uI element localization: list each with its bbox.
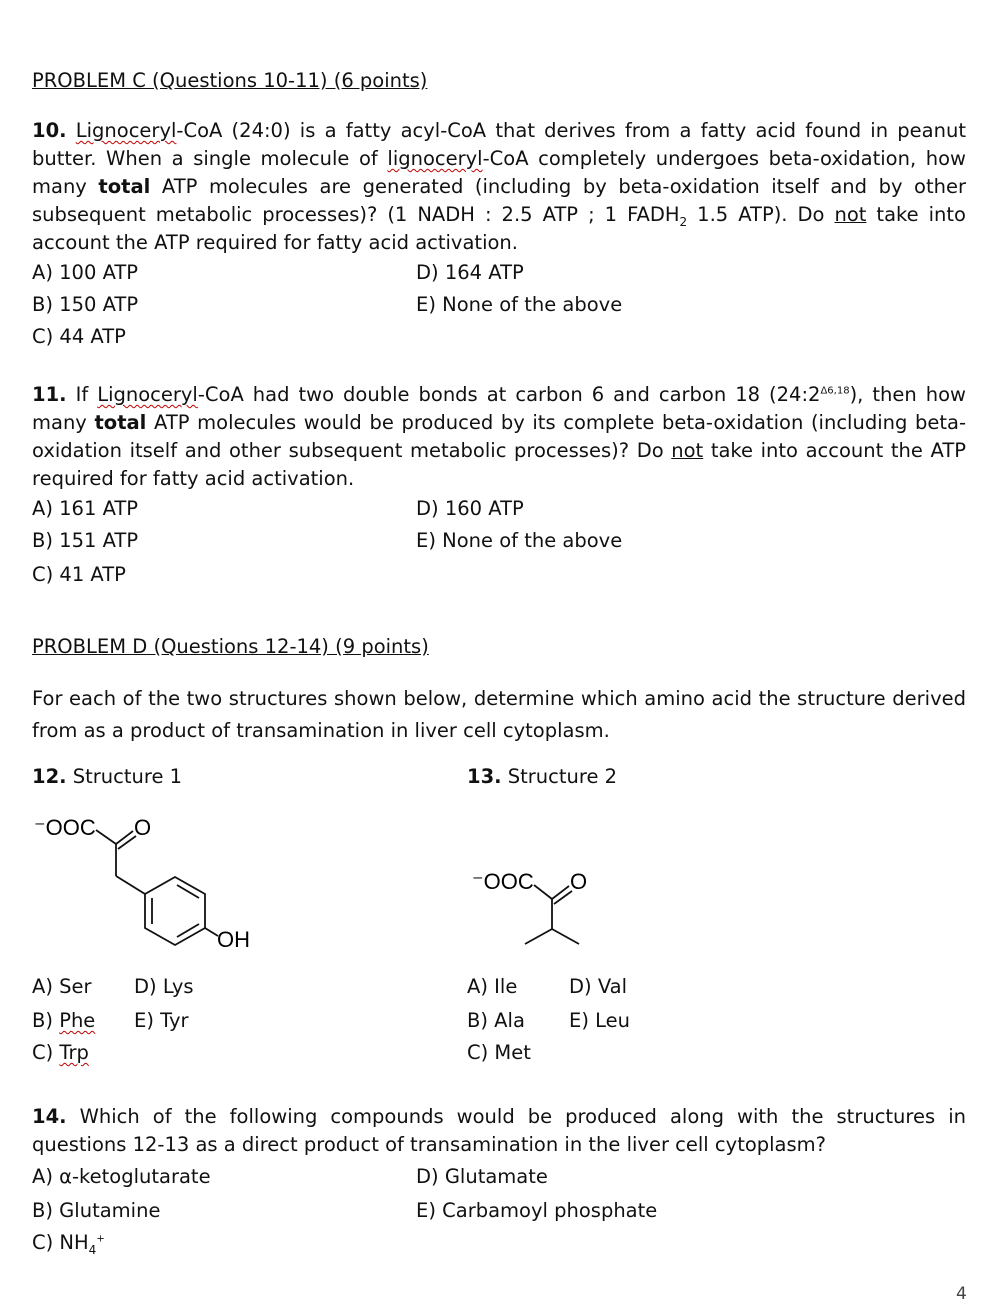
- q14-option-c: C) $NH_4^+$: [32, 1231, 105, 1257]
- q11-option-e: E) None of the above: [416, 529, 623, 552]
- structure-2-oxygen-label: O: [570, 869, 588, 894]
- question-11-text: 11. If Lignoceryl-CoA had two double bonds at carbon 6 and carbon 18 $(24:2^{\Delta 6,18})$, then how many total ATP molecules would be produced by its complete beta-oxidation (including beta-oxidation itself and other subsequent metabolic processes)? Do not take into account the ATP required for fatty acid activation.: [32, 383, 967, 490]
- q14-option-b: B) Glutamine: [32, 1199, 161, 1222]
- q12-option-e: E) Tyr: [134, 1009, 189, 1032]
- structure-1-carboxylate-label: ⁻OOC: [34, 815, 96, 840]
- structure-2-diagram: [465, 862, 625, 957]
- spell-flag-lignoceryl: Lignoceryl: [97, 383, 198, 406]
- q10-option-c: C) 44 ATP: [32, 325, 126, 348]
- problem-d-heading: PROBLEM D (Questions 12-14) (9 points): [32, 635, 429, 658]
- q10-option-b: B) 150 ATP: [32, 293, 139, 316]
- q13-option-c: C) Met: [467, 1041, 531, 1064]
- q13-option-d: D) Val: [569, 975, 628, 998]
- structure-2-carboxylate-label: ⁻OOC: [472, 869, 534, 894]
- q11-option-a: A) 161 ATP: [32, 497, 139, 520]
- q10-option-e: E) None of the above: [416, 293, 623, 316]
- q10-option-d: D) 164 ATP: [416, 261, 524, 284]
- q12-option-a: A) Ser: [32, 975, 92, 998]
- question-14-number: 14.: [32, 1105, 67, 1128]
- q12-option-d: D) Lys: [134, 975, 194, 998]
- problem-c-heading: PROBLEM C (Questions 10-11) (6 points): [32, 69, 428, 92]
- question-10-text: 10. Lignoceryl-CoA (24:0) is a fatty acyl-CoA that derives from a fatty acid found in peanut butter. When a single molecule of lignoceryl-CoA completely undergoes beta-oxidation, how many total ATP molecules are generated (including by beta-oxidation itself and by other subsequent metabolic processes)? (1 NADH : 2.5 ATP ; 1 $FADH_2$ 1.5 ATP). Do not take into account the ATP required for fatty acid activation.: [32, 119, 967, 254]
- q13-option-e: E) Leu: [569, 1009, 631, 1032]
- q11-option-d: D) 160 ATP: [416, 497, 524, 520]
- structure-1-diagram: [30, 808, 270, 958]
- spell-flag-lignoceryl: lignoceryl: [387, 147, 483, 170]
- structure-1-oxygen-label: O: [134, 815, 152, 840]
- q14-option-e: E) Carbamoyl phosphate: [416, 1199, 658, 1222]
- question-11-number: 11.: [32, 383, 67, 406]
- q13-option-b: B) Ala: [467, 1009, 525, 1032]
- q12-option-b: B) Phe: [32, 1009, 96, 1032]
- q12-option-c: C) Trp: [32, 1041, 89, 1064]
- q14-option-a: A) α-ketoglutarate: [32, 1165, 211, 1188]
- question-14-text: 14. Which of the following compounds would be produced along with the structures in questions 12-13 as a direct product of transamination in the liver cell cytoplasm?: [32, 1105, 966, 1156]
- question-12-title: 12. Structure 1: [32, 765, 183, 788]
- q13-option-a: A) Ile: [467, 975, 518, 998]
- structure-1-bonds: [96, 830, 218, 945]
- problem-d-intro: For each of the two structures shown below, determine which amino acid the structure derived from as a product of transamination in liver cell cytoplasm.: [32, 687, 966, 742]
- structure-1-hydroxyl-label: OH: [217, 927, 250, 952]
- question-13-title: 13. Structure 2: [467, 765, 618, 788]
- spell-flag-lignoceryl: Lignoceryl: [75, 119, 177, 142]
- q14-option-d: D) Glutamate: [416, 1165, 548, 1188]
- page-number: 4: [956, 1284, 967, 1304]
- question-10-number: 10.: [32, 119, 67, 142]
- q11-option-b: B) 151 ATP: [32, 529, 139, 552]
- q11-option-c: C) 41 ATP: [32, 563, 126, 586]
- q10-option-a: A) 100 ATP: [32, 261, 139, 284]
